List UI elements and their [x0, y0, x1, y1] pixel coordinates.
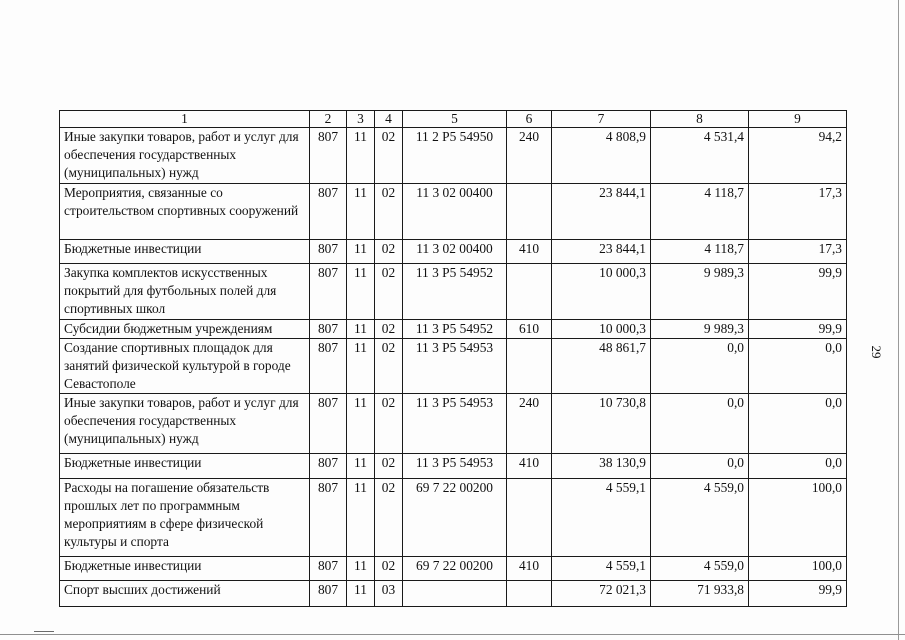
cell-value-9: 99,9: [749, 264, 847, 320]
cell-target-code: 11 3 P5 54952: [403, 264, 507, 320]
cell-ministry-code: 807: [310, 394, 347, 454]
table-row: [60, 454, 847, 479]
page-number: 29: [869, 345, 884, 359]
cell-expense-type: [507, 264, 552, 320]
cell-section-code: 11: [347, 184, 375, 240]
cell-value-7: 4 559,1: [552, 557, 651, 581]
cell-value-8: 4 559,0: [651, 557, 749, 581]
cell-value-7: 23 844,1: [552, 184, 651, 240]
cell-ministry-code: 807: [310, 320, 347, 339]
cell-target-code: 69 7 22 00200: [403, 479, 507, 557]
cell-expense-type: [507, 479, 552, 557]
row-name: Бюджетные инвестиции: [60, 454, 310, 479]
cell-section-code: 11: [347, 394, 375, 454]
cell-ministry-code: 807: [310, 339, 347, 394]
cell-value-8: 4 531,4: [651, 128, 749, 184]
cell-value-8: 4 118,7: [651, 240, 749, 264]
cell-target-code: 69 7 22 00200: [403, 557, 507, 581]
cell-value-8: 0,0: [651, 339, 749, 394]
table-row: [60, 128, 847, 184]
cell-target-code: [403, 581, 507, 607]
cell-ministry-code: 807: [310, 184, 347, 240]
cell-value-8: 0,0: [651, 454, 749, 479]
column-header: 7: [552, 111, 651, 128]
budget-table: [59, 110, 847, 607]
cell-value-8: 4 118,7: [651, 184, 749, 240]
cell-subsection-code: 02: [375, 240, 403, 264]
table-row: [60, 320, 847, 339]
column-header: 4: [375, 111, 403, 128]
cell-value-9: 94,2: [749, 128, 847, 184]
cell-section-code: 11: [347, 454, 375, 479]
cell-subsection-code: 02: [375, 339, 403, 394]
table-row: [60, 557, 847, 581]
cell-subsection-code: 03: [375, 581, 403, 607]
table-row: [60, 264, 847, 320]
cell-ministry-code: 807: [310, 128, 347, 184]
cell-section-code: 11: [347, 581, 375, 607]
cell-value-7: 4 559,1: [552, 479, 651, 557]
row-name: Спорт высших достижений: [60, 581, 310, 607]
cell-value-7: 72 021,3: [552, 581, 651, 607]
cell-subsection-code: 02: [375, 557, 403, 581]
cell-value-9: 100,0: [749, 557, 847, 581]
cell-value-7: 4 808,9: [552, 128, 651, 184]
column-header: 2: [310, 111, 347, 128]
cell-value-9: 99,9: [749, 320, 847, 339]
cell-expense-type: 240: [507, 128, 552, 184]
column-header: 9: [749, 111, 847, 128]
cell-target-code: 11 3 02 00400: [403, 240, 507, 264]
cell-target-code: 11 3 P5 54953: [403, 394, 507, 454]
cell-expense-type: 410: [507, 557, 552, 581]
cell-value-8: 9 989,3: [651, 320, 749, 339]
row-name: Создание спортивных площадок для занятий физической культурой в городе Севастополе: [60, 339, 310, 394]
cell-subsection-code: 02: [375, 454, 403, 479]
cell-value-9: 0,0: [749, 394, 847, 454]
cell-value-9: 99,9: [749, 581, 847, 607]
table-row: [60, 184, 847, 240]
cell-value-7: 38 130,9: [552, 454, 651, 479]
table-row: [60, 339, 847, 394]
cell-expense-type: 240: [507, 394, 552, 454]
column-header: 8: [651, 111, 749, 128]
cell-section-code: 11: [347, 264, 375, 320]
cell-subsection-code: 02: [375, 394, 403, 454]
row-name: Бюджетные инвестиции: [60, 557, 310, 581]
column-header: 5: [403, 111, 507, 128]
cell-expense-type: [507, 184, 552, 240]
cell-expense-type: 410: [507, 454, 552, 479]
cell-expense-type: [507, 581, 552, 607]
cell-value-7: 10 730,8: [552, 394, 651, 454]
cell-value-7: 10 000,3: [552, 264, 651, 320]
cell-section-code: 11: [347, 479, 375, 557]
row-name: Иные закупки товаров, работ и услуг для обеспечения государственных (муниципальных) нужд: [60, 128, 310, 184]
column-header: 1: [60, 111, 310, 128]
page-edge-line: [0, 634, 905, 635]
cell-subsection-code: 02: [375, 128, 403, 184]
cell-expense-type: 410: [507, 240, 552, 264]
cell-ministry-code: 807: [310, 264, 347, 320]
cell-ministry-code: 807: [310, 454, 347, 479]
table-row: [60, 479, 847, 557]
cell-value-8: 71 933,8: [651, 581, 749, 607]
table-header-row: [60, 111, 847, 128]
cell-section-code: 11: [347, 128, 375, 184]
cell-ministry-code: 807: [310, 240, 347, 264]
cell-value-9: 100,0: [749, 479, 847, 557]
table-row: [60, 581, 847, 607]
cell-expense-type: [507, 339, 552, 394]
cell-value-7: 48 861,7: [552, 339, 651, 394]
row-name: Субсидии бюджетным учреждениям: [60, 320, 310, 339]
row-name: Расходы на погашение обязательств прошлых лет по программным мероприятиям в сфере физической культуры и спорта: [60, 479, 310, 557]
cell-value-8: 0,0: [651, 394, 749, 454]
cell-ministry-code: 807: [310, 557, 347, 581]
scan-mark: [34, 631, 54, 632]
row-name: Закупка комплектов искусственных покрытий для футбольных полей для спортивных школ: [60, 264, 310, 320]
table-row: [60, 394, 847, 454]
cell-value-9: 17,3: [749, 240, 847, 264]
cell-value-8: 4 559,0: [651, 479, 749, 557]
row-name: Мероприятия, связанные со строительством спортивных сооружений: [60, 184, 310, 240]
cell-value-7: 23 844,1: [552, 240, 651, 264]
cell-target-code: 11 3 P5 54953: [403, 454, 507, 479]
page-edge-line: [898, 0, 899, 640]
cell-subsection-code: 02: [375, 264, 403, 320]
column-header: 3: [347, 111, 375, 128]
cell-target-code: 11 3 P5 54953: [403, 339, 507, 394]
cell-value-9: 0,0: [749, 339, 847, 394]
column-header: 6: [507, 111, 552, 128]
cell-value-9: 17,3: [749, 184, 847, 240]
cell-section-code: 11: [347, 557, 375, 581]
cell-section-code: 11: [347, 240, 375, 264]
cell-subsection-code: 02: [375, 479, 403, 557]
cell-value-9: 0,0: [749, 454, 847, 479]
cell-value-7: 10 000,3: [552, 320, 651, 339]
cell-section-code: 11: [347, 320, 375, 339]
cell-subsection-code: 02: [375, 184, 403, 240]
cell-ministry-code: 807: [310, 479, 347, 557]
cell-target-code: 11 3 02 00400: [403, 184, 507, 240]
row-name: Иные закупки товаров, работ и услуг для обеспечения государственных (муниципальных) нужд: [60, 394, 310, 454]
row-name: Бюджетные инвестиции: [60, 240, 310, 264]
cell-subsection-code: 02: [375, 320, 403, 339]
cell-value-8: 9 989,3: [651, 264, 749, 320]
cell-section-code: 11: [347, 339, 375, 394]
cell-target-code: 11 2 P5 54950: [403, 128, 507, 184]
cell-expense-type: 610: [507, 320, 552, 339]
table-row: [60, 240, 847, 264]
cell-ministry-code: 807: [310, 581, 347, 607]
cell-target-code: 11 3 P5 54952: [403, 320, 507, 339]
